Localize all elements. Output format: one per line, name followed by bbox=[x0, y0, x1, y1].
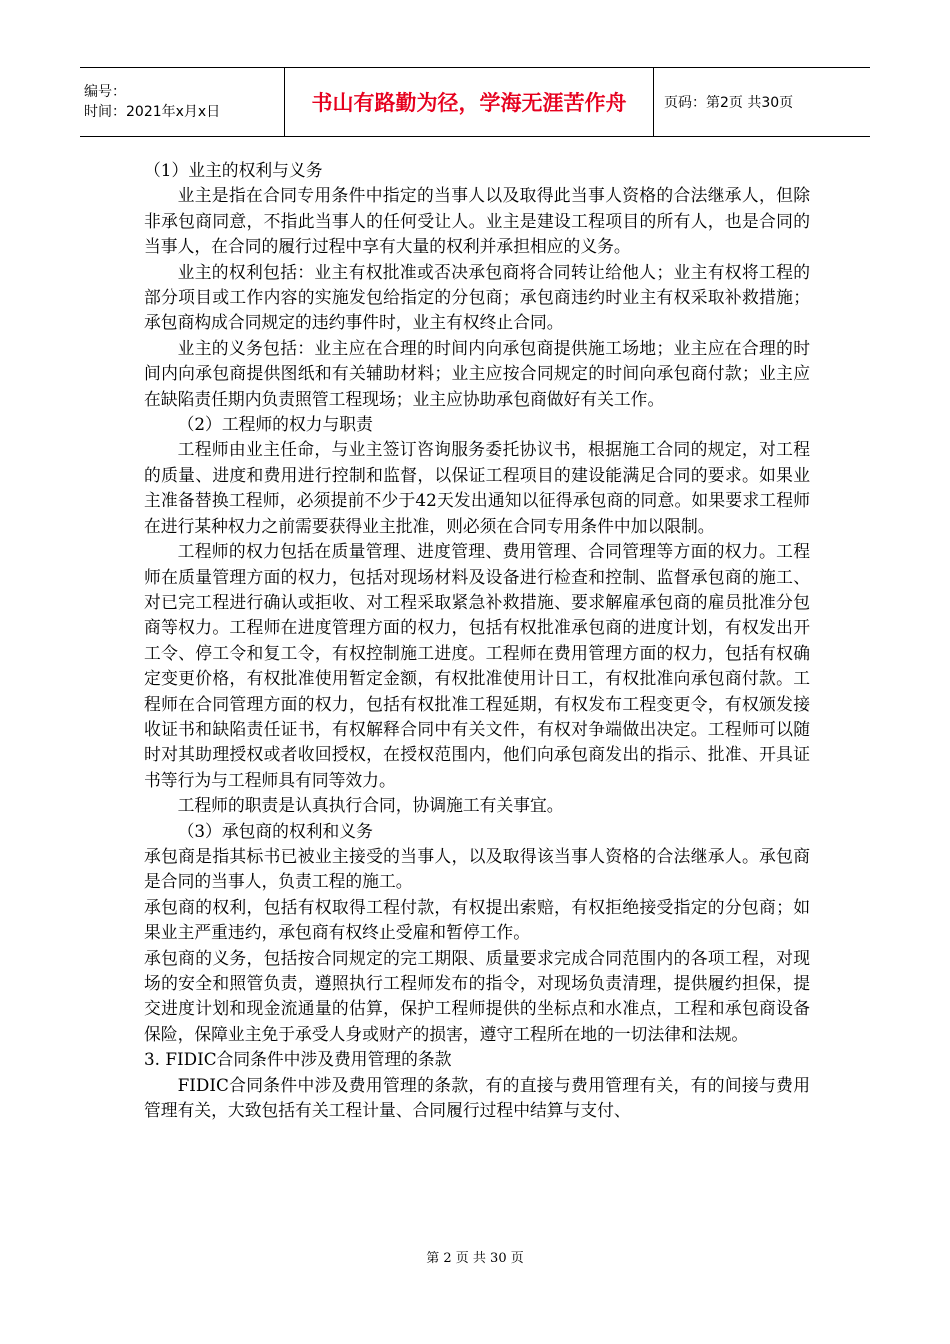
document-time-label: 时间：2021年x月x日 bbox=[84, 104, 221, 120]
section-heading-fidic: 3. FIDIC合同条件中涉及费用管理的条款 bbox=[144, 1049, 452, 1070]
paragraph: 工程师的权力包括在质量管理、进度管理、费用管理、合同管理等方面的权力。工程师在质量管理方面的权力，包括对现场材料及设备进行检查和控制、监督承包商的施工、对已完工程进行确认或拒收、对工程采取紧急补救措施、要求解雇承包商的雇员批准分包商等权力。工程师在进度管理方面的权力，包括有权批准承包商的进度计划，有权发出开工令、停工令和复工令，有权控制施工进度。工程师在费用管理方面的权力，包括有权确定变更价格，有权批准使用暂定金额，有权批准使用计日工，有权批准向承包商付款。工程师在合同管理方面的权力，包括有权批准工程延期，有权发布工程变更令，有权颁发接收证书和缺陷责任证书，有权解释合同中有关文件，有权对争端做出决定。工程师可以随时对其助理授权或者收回授权，在授权范围内，他们向承包商发出的指示、批准、开具证书等行为与工程师具有同等效力。 bbox=[144, 541, 810, 790]
paragraph: FIDIC合同条件中涉及费用管理的条款，有的直接与费用管理有关，有的间接与费用管理有关，大致包括有关工程计量、合同履行过程中结算与支付、 bbox=[144, 1074, 810, 1121]
header-page-info: 页码：第2页 共30页 bbox=[664, 95, 794, 111]
page-footer: 第 2 页 共 30 页 bbox=[426, 1251, 524, 1266]
paragraph: 业主是指在合同专用条件中指定的当事人以及取得此当事人资格的合法继承人，但除非承包商同意，不指此当事人的任何受让人。业主是建设工程项目的所有人，也是合同的当事人，在合同的履行过程中享有大量的权利并承担相应的义务。 bbox=[144, 185, 810, 257]
paragraph: 承包商的权利，包括有权取得工程付款，有权提出索赔，有权拒绝接受指定的分包商；如果业主严重违约，承包商有权终止受雇和暂停工作。 bbox=[144, 896, 810, 943]
page-header bbox=[80, 67, 870, 137]
paragraph: 工程师的职责是认真执行合同，协调施工有关事宜。 bbox=[177, 795, 564, 816]
paragraph: 业主的权利包括：业主有权批准或否决承包商将合同转让给他人；业主有权将工程的部分项目或工作内容的实施发包给指定的分包商；承包商违约时业主有权采取补救措施；承包商构成合同规定的违约事件时，业主有权终止合同。 bbox=[144, 261, 810, 333]
header-left-cell bbox=[80, 68, 284, 136]
document-number-label: 编号： bbox=[84, 84, 126, 100]
section-heading-contractor: （3）承包商的权利和义务 bbox=[177, 820, 373, 841]
document-body bbox=[144, 158, 810, 1123]
paragraph: 工程师由业主任命，与业主签订咨询服务委托协议书，根据施工合同的规定，对工程的质量、进度和费用进行控制和监督，以保证工程项目的建设能满足合同的要求。如果业主准备替换工程师，必须提前不少于42天发出通知以征得承包商的同意。如果要求工程师在进行某种权力之前需要获得业主批准，则必须在合同专用条件中加以限制。 bbox=[144, 439, 810, 536]
paragraph: 业主的义务包括：业主应在合理的时间内向承包商提供施工场地；业主应在合理的时间内向承包商提供图纸和有关辅助材料；业主应按合同规定的时间向承包商付款；业主应在缺陷责任期内负责照管工程现场；业主应协助承包商做好有关工作。 bbox=[144, 337, 810, 409]
paragraph: 承包商的义务，包括按合同规定的完工期限、质量要求完成合同范围内的各项工程，对现场的安全和照管负责，遵照执行工程师发布的指令，对现场负责清理，提供履约担保，提交进度计划和现金流通量的估算，保护工程师提供的坐标点和水准点，工程和承包商设备保险，保障业主免于承受人身或财产的损害，遵守工程所在地的一切法律和法规。 bbox=[144, 947, 810, 1044]
header-motto: 书山有路勤为径，学海无涯苦作舟 bbox=[284, 68, 654, 136]
paragraph: 承包商是指其标书已被业主接受的当事人，以及取得该当事人资格的合法继承人。承包商是合同的当事人，负责工程的施工。 bbox=[144, 845, 810, 892]
section-heading-owner: （1）业主的权利与义务 bbox=[144, 160, 323, 180]
section-heading-engineer: （2）工程师的权力与职责 bbox=[177, 414, 373, 435]
